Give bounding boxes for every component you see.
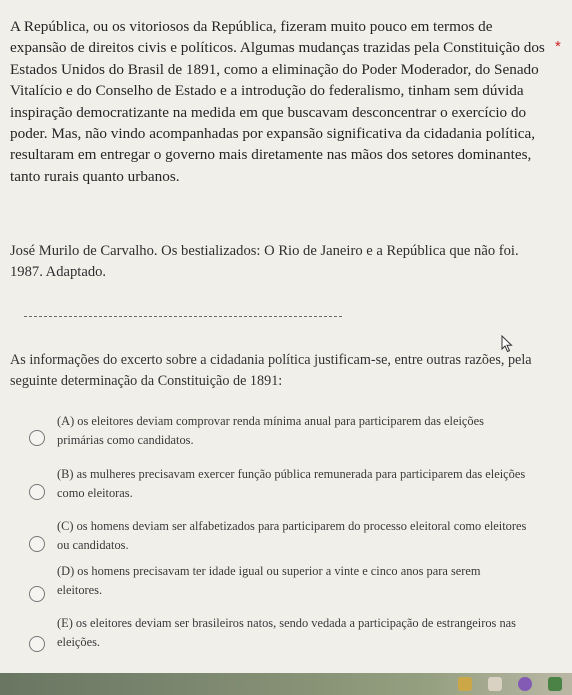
taskbar [0,673,572,695]
option-e-label: (E) os eleitores deviam ser brasileiros natos, sendo vedada a participação de estrangeiros nas eleições. [57,616,516,649]
section-divider [24,316,342,317]
passage-text: A República, ou os vitoriosos da República, fizeram muito pouco em termos de expansão de direitos civis e políticos. Algumas mudanças trazidas pela Constituição dos Estados Unidos do Brasil de 1891, como a eliminação do Poder Moderador, do Senado Vitalício e do Conselho de Estado e a introdução do federalismo, tinham sem dúvida inspiração democratizante na medida em que buscavam desconcentrar o exercício do poder. Mas, não vindo acompanhadas por expansão significativa da cidadania política, resultaram em entregar o governo mais diretamente nas mãos dos setores dominantes, tanto rurais quanto urbanos. [10,18,545,185]
app-icon-1[interactable] [458,677,472,691]
option-c-label: (C) os homens deviam ser alfabetizados para participarem do processo eleitoral como eleitores ou candidatos. [57,519,527,552]
question-prompt: As informações do excerto sobre a cidadania política justificam-se, entre outras razões, pela seguinte determinação da Constituição de 1891: [10,352,532,389]
option-b-label: (B) as mulheres precisavam exercer função pública remunerada para participarem das eleições como eleitoras. [57,467,526,500]
radio-button-d[interactable] [29,586,45,602]
app-icon-2[interactable] [488,677,502,691]
radio-button-c[interactable] [29,536,45,552]
required-marker: * [555,38,561,55]
app-icon-3[interactable] [518,677,532,691]
app-icon-4[interactable] [548,677,562,691]
radio-button-b[interactable] [29,484,45,500]
option-d-label: (D) os homens precisavam ter idade igual ou superior a vinte e cinco anos para serem eleitores. [57,564,481,597]
source-citation: José Murilo de Carvalho. Os bestializados: O Rio de Janeiro e a República que não foi. 1987. Adaptado. [10,243,519,280]
radio-button-a[interactable] [29,430,45,446]
option-a-label: (A) os eleitores deviam comprovar renda mínima anual para participarem das eleições primárias como candidatos. [57,414,484,447]
radio-button-e[interactable] [29,636,45,652]
